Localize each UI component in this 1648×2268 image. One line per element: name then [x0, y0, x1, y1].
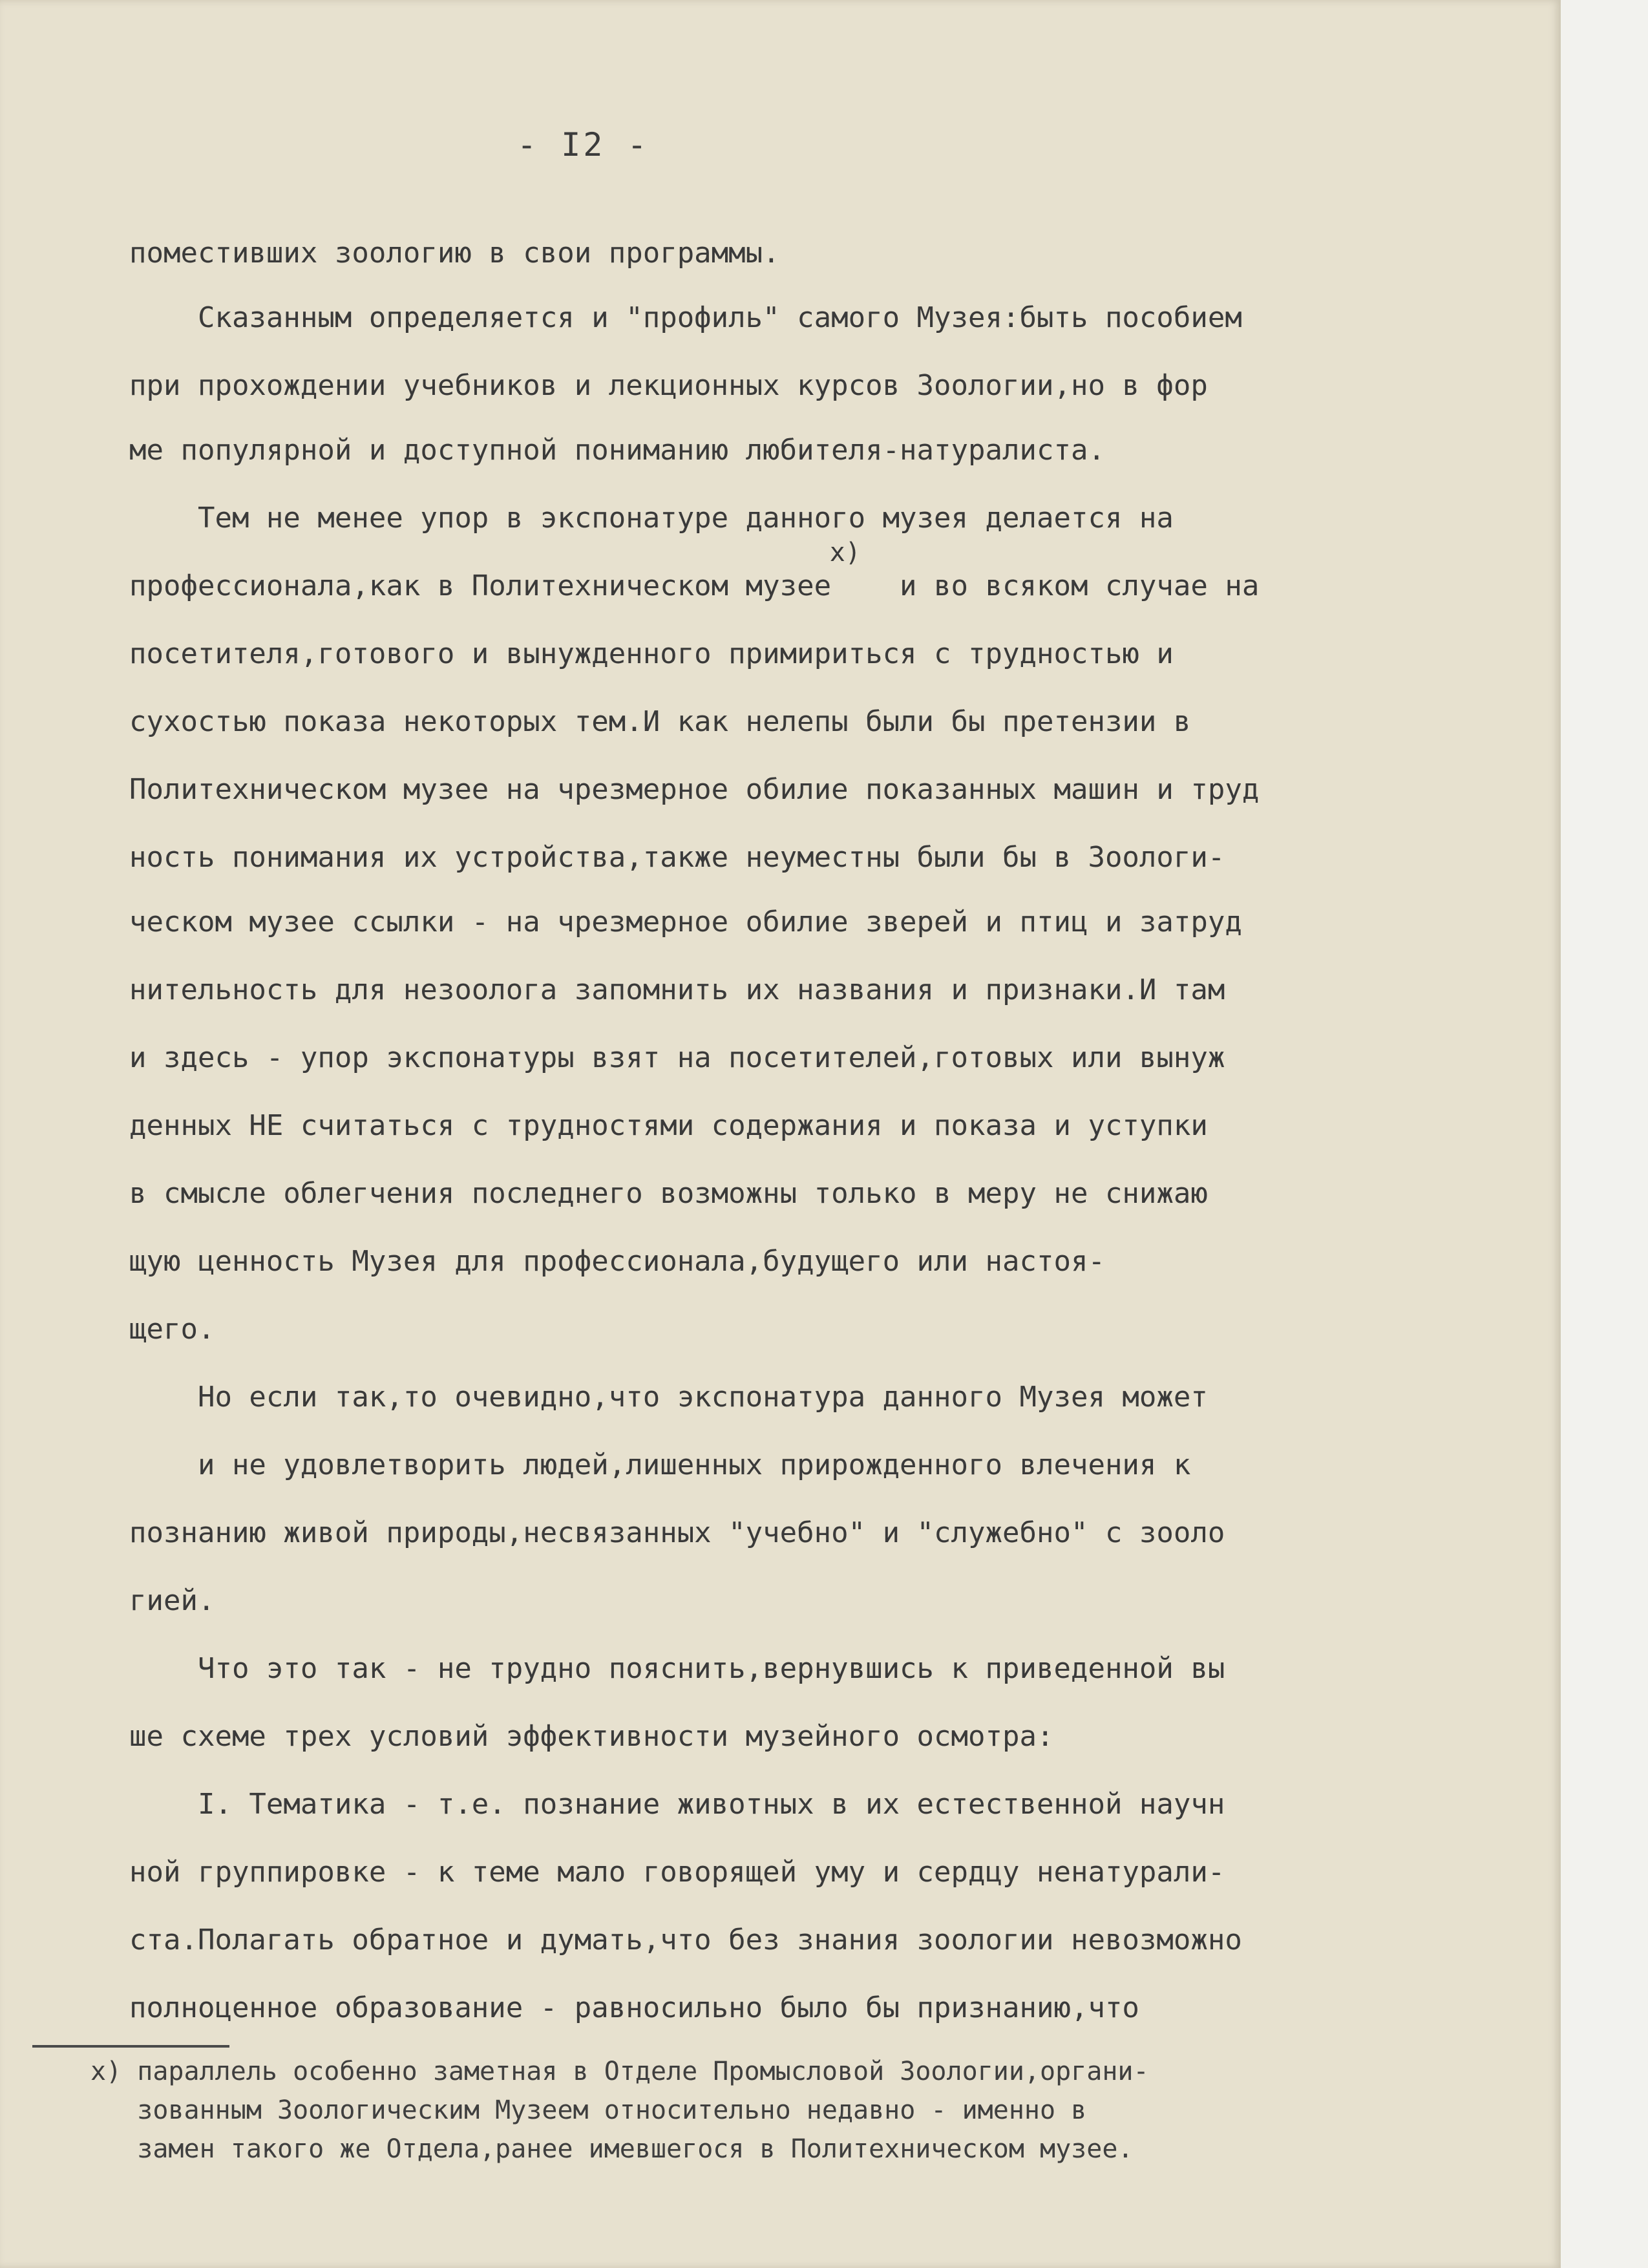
text-line: профессионала,как в Политехническом музее и во всяком случае на — [129, 569, 1260, 602]
footnote-line: замен такого же Отдела,ранее имевшегося в Политехническом музее. — [90, 2134, 1134, 2164]
text-line: ной группировке - к теме мало говорящей уму и сердцу ненатурали- — [129, 1856, 1225, 1889]
text-line: Сказанным определяется и "профиль" самого Музея:быть пособием — [129, 301, 1242, 334]
text-line: ческом музее ссылки - на чрезмерное обилие зверей и птиц и затруд — [129, 906, 1242, 938]
text-line: в смысле облегчения последнего возможны только в меру не снижаю — [129, 1177, 1208, 1210]
text-line: Тем не менее упор в экспонатуре данного музея делается на — [129, 502, 1174, 535]
text-line: и не удовлетворить людей,лишенных прирожденного влечения к — [129, 1448, 1191, 1481]
text-line: ме популярной и доступной пониманию любителя-натуралиста. — [129, 434, 1105, 467]
footnote-line: зованным Зоологическим Музеем относительно недавно - именно в — [90, 2095, 1087, 2125]
text-line: сухостью показа некоторых тем.И как нелепы были бы претензии в — [129, 705, 1191, 738]
text-line: ность понимания их устройства,также неуместны были бы в Зоологи- — [129, 841, 1225, 874]
text-line: при прохождении учебников и лекционных курсов Зоологии,но в фор — [129, 369, 1208, 402]
text-line: Но если так,то очевидно,что экспонатура данного Музея может — [129, 1381, 1208, 1414]
text-line: I. Тематика - т.е. познание животных в их естественной научн — [129, 1788, 1225, 1821]
text-line: и здесь - упор экспонатуры взят на посетителей,готовых или вынуж — [129, 1041, 1225, 1074]
text-line: щую ценность Музея для профессионала,будущего или настоя- — [129, 1245, 1105, 1278]
footnote-line: х) параллель особенно заметная в Отделе Промысловой Зоологии,органи- — [90, 2057, 1149, 2086]
text-line: поместивших зоологию в свои программы. — [129, 237, 780, 270]
text-line: познанию живой природы,несвязанных "учебно" и "служебно" с зооло — [129, 1516, 1225, 1549]
text-line: щего. — [129, 1313, 215, 1346]
footnote-marker: х) — [129, 538, 861, 567]
text-line: Что это так - не трудно пояснить,вернувшись к приведенной вы — [129, 1652, 1225, 1685]
text-line: нительность для незоолога запомнить их названия и признаки.И там — [129, 973, 1225, 1006]
text-line: полноценное образование - равносильно было бы признанию,что — [129, 1991, 1139, 2024]
text-line: ста.Полагать обратное и думать,что без знания зоологии невозможно — [129, 1924, 1242, 1956]
text-line: Политехническом музее на чрезмерное обилие показанных машин и труд — [129, 773, 1260, 806]
text-line: посетителя,готового и вынужденного примириться с трудностью и — [129, 637, 1174, 670]
scan-background — [1561, 0, 1648, 2268]
text-line: ше схеме трех условий эффективности музейного осмотра: — [129, 1720, 1054, 1753]
footnote-rule — [32, 2045, 229, 2048]
page-number: - I2 - — [517, 126, 650, 164]
text-line: гией. — [129, 1584, 215, 1617]
text-line: денных НЕ считаться с трудностями содержания и показа и уступки — [129, 1109, 1208, 1142]
